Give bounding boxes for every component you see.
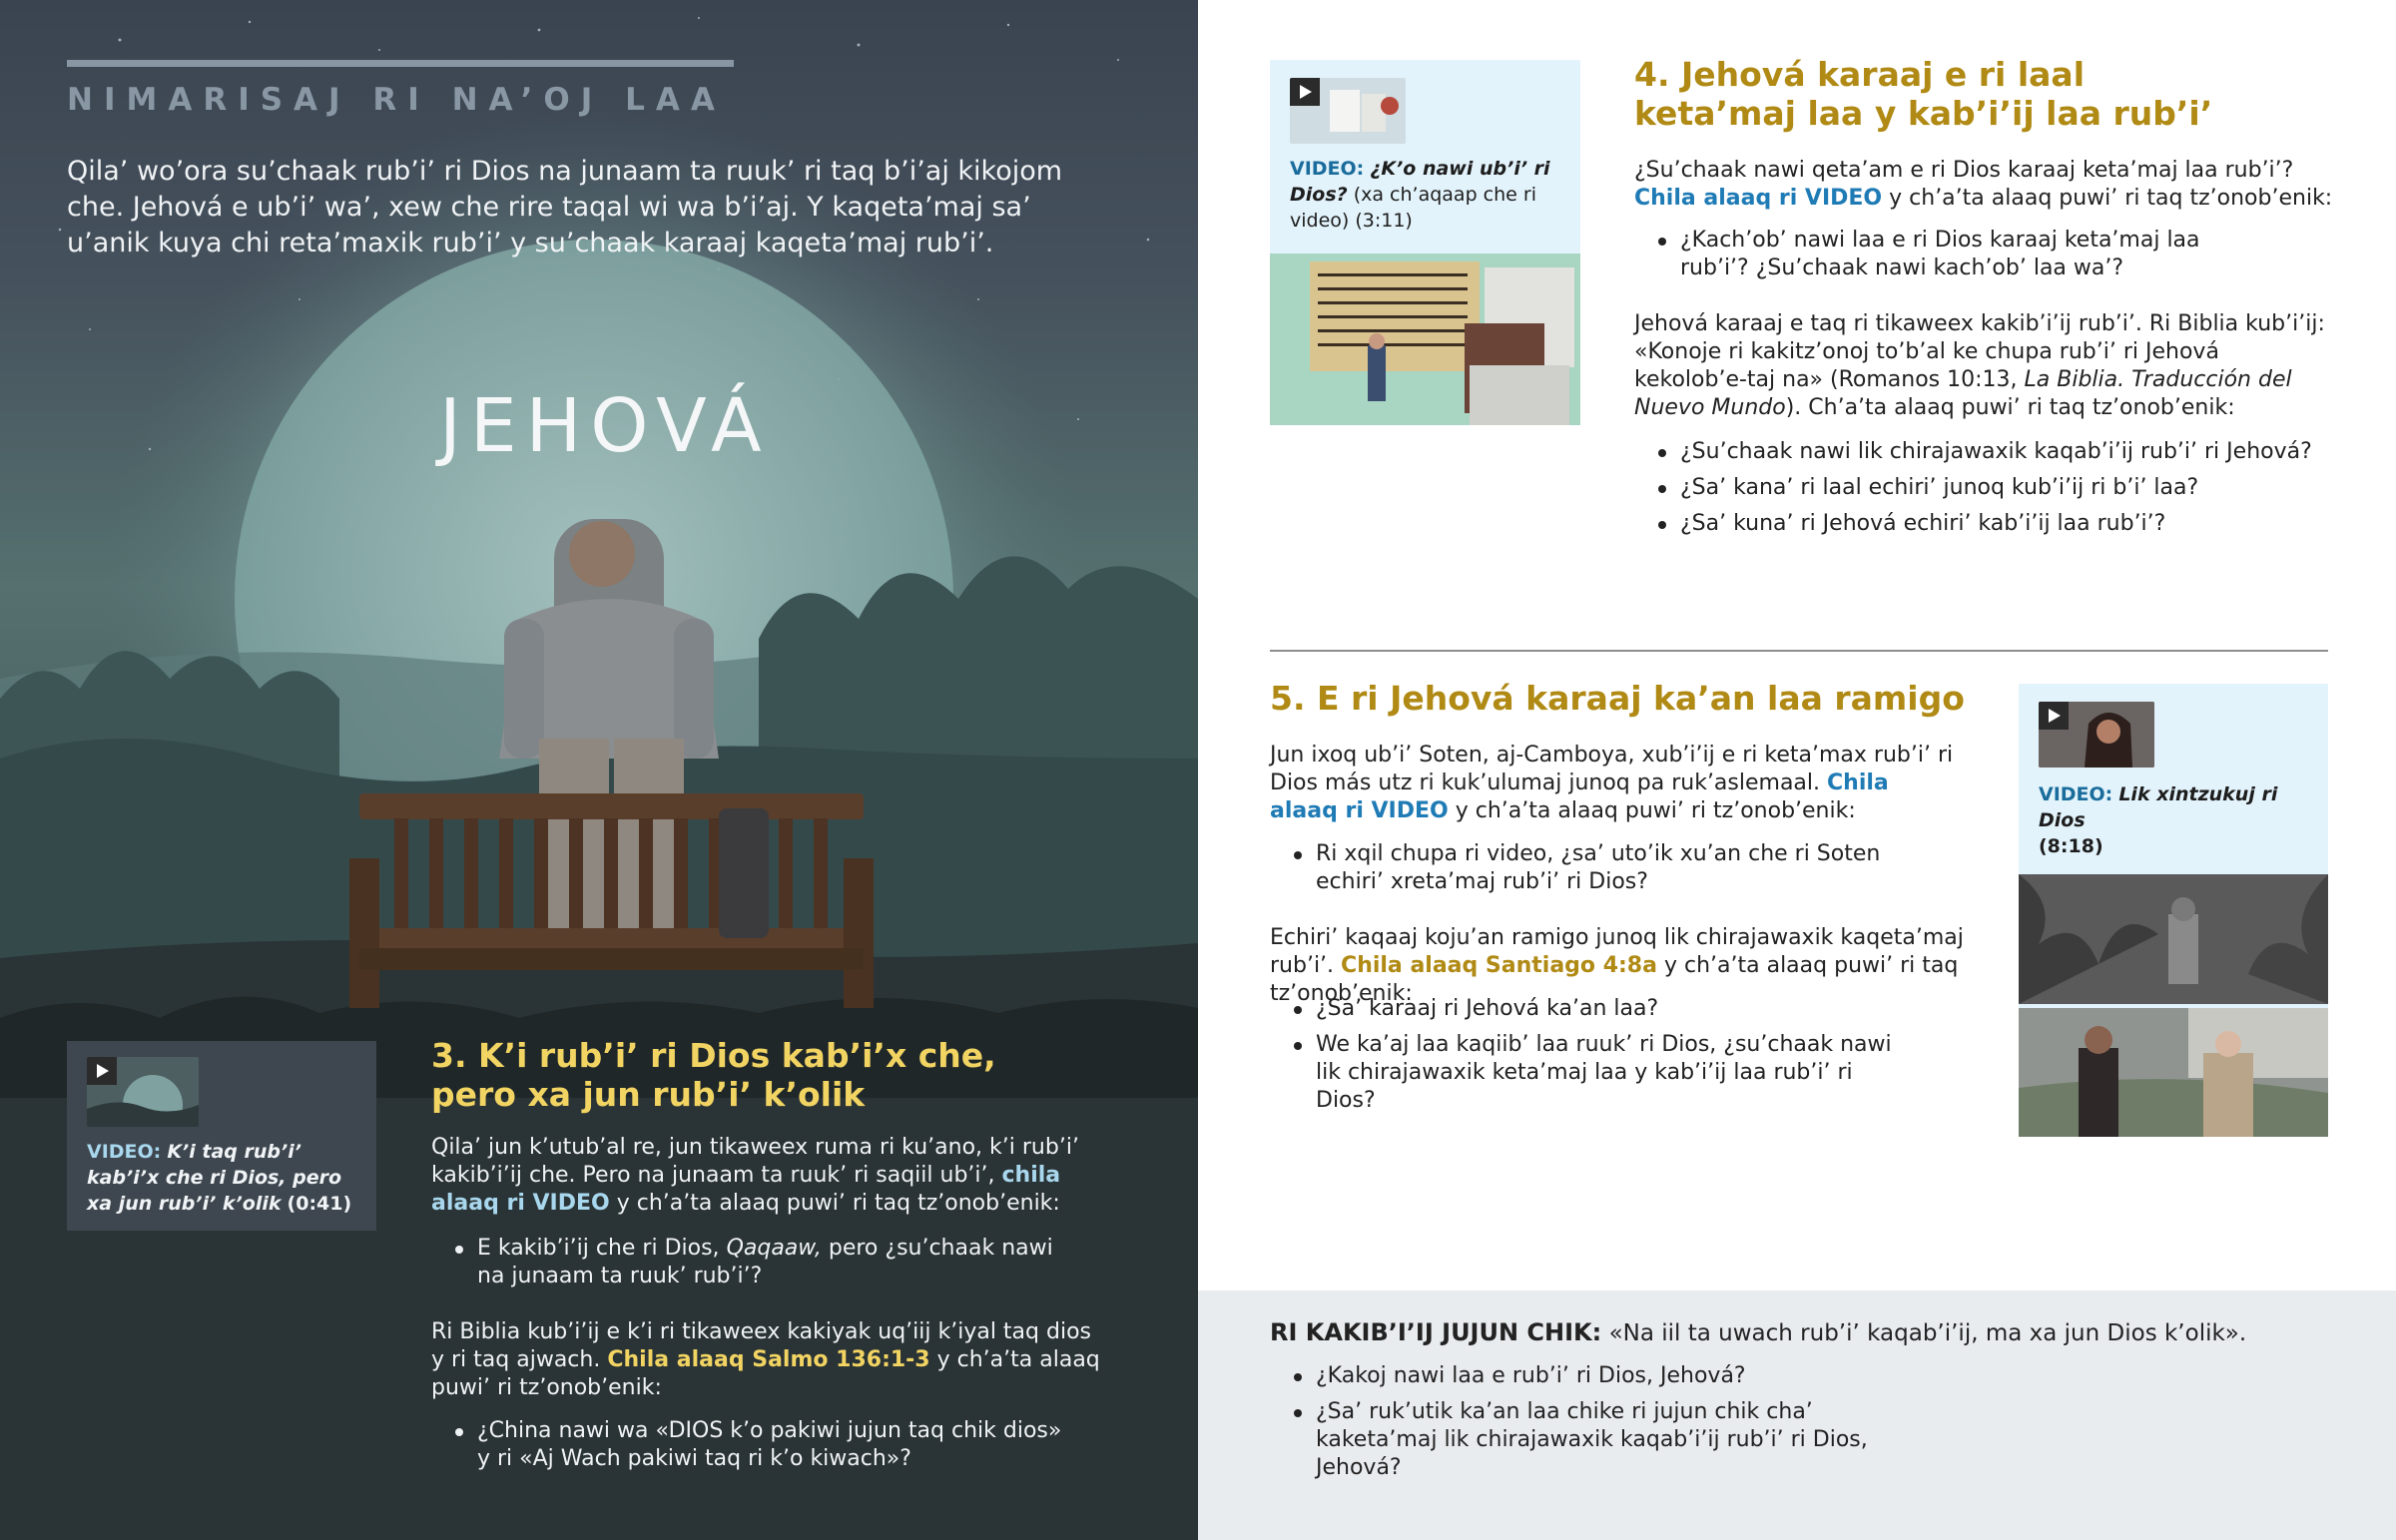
section-4-bullet-4: ¿Sa’ kuna’ ri Jehová echiri’ kab’i’ij laa rub’i’? <box>1634 510 2333 538</box>
video-label: VIDEO: <box>87 1141 162 1163</box>
video-link[interactable]: chila alaaq ri VIDEO <box>431 1163 1061 1216</box>
video-still-exhibit <box>1270 254 1580 425</box>
summary-bullet-2: ¿Sa’ ruk’utik ka’an laa chike ri jujun chik cha’ kaketa’maj lik chirajawaxik kaqab’i’ij rub’i’ ri Dios, Jehová? <box>1270 1398 1909 1482</box>
video-label: VIDEO: <box>1290 158 1365 180</box>
section-4-bullet-1: ¿Kach’ob’ nawi laa e ri Dios karaaj keta’maj laa rub’i’? ¿Su’chaak nawi kach’ob’ laa wa’? <box>1634 227 2233 282</box>
play-icon[interactable] <box>2039 702 2069 730</box>
section-4-heading: 4. Jehová karaaj e ri laal keta’maj laa y kab’i’ij laa rub’i’ <box>1634 55 2213 133</box>
summary-quote-line <box>1270 1318 2368 1347</box>
section-5-heading: 5. E ri Jehová karaaj ka’an laa ramigo <box>1270 679 1965 718</box>
right-page <box>1198 0 2396 1540</box>
intro-paragraph: Qila’ wo’ora su’chaak rub’i’ ri Dios na junaam ta ruuk’ ri taq b’i’aj kikojom che. Jehová e ub’i’ wa’, xew che rire taqal wi wa b’i’aj. Y kaqeta’maj sa’ u’anik kuya chi reta’maxik rub’i’ y su’chaak karaaj kaqeta’maj rub’i’. <box>67 156 1063 258</box>
video-duration: (8:18) <box>2039 835 2103 857</box>
summary-quote: «Na iil ta uwach rub’i’ kaqab’i’ij, ma xa jun Dios k’olik». <box>1608 1320 2247 1346</box>
play-icon[interactable] <box>1290 78 1320 106</box>
summary-bullet-1: ¿Kakoj nawi laa e rub’i’ ri Dios, Jehová? <box>1270 1362 1909 1390</box>
play-icon[interactable] <box>87 1057 117 1085</box>
section-3-bullet-1: E kakib’i’ij che ri Dios, Qaqaaw, pero ¿su’chaak nawi na junaam ta ruuk’ rub’i’? <box>431 1235 1070 1290</box>
section-4-paragraph-2: Jehová karaaj e taq ri tikaweex kakib’i’ij rub’i’. Ri Biblia kub’i’ij: «Konoje ri kakitz’onoj to’b’al ke chupa rub’i’ ri Jehová kekolob’e-taj na» (Romanos 10:13, La Biblia. Traducción del Nuevo Mundo). Ch’a’ta alaaq puwi’ ri taq tz’onob’enik: <box>1634 311 2325 420</box>
section-kicker: NIMARISAJ RI NA’OJ LAA <box>67 82 726 118</box>
video-label: VIDEO: <box>2039 783 2113 805</box>
video-title: Lik xintzukuj ri Dios <box>2039 783 2278 831</box>
section-5-paragraph-2: Echiri’ kaqaaj koju’an ramigo junoq lik chirajawaxik kaqeta’maj rub’i’. Chila alaaq Santiago 4:8a y ch’a’ta alaaq puwi’ ri taq tz’onob’enik: <box>1270 925 1964 1006</box>
video-link[interactable]: Chila alaaq ri VIDEO <box>1270 770 1889 823</box>
video-card-names[interactable] <box>67 1041 376 1231</box>
video-still-park <box>2019 1008 2328 1137</box>
top-rule <box>67 60 734 67</box>
video-title-rest: (xa ch’aqaap che ri video) (3:11) <box>1290 184 1536 232</box>
section-3-paragraph-2: Ri Biblia kub’i’ij e k’i ri tikaweex kakiyak uq’iij k’iyal taq dios y ri taq ajwach. Chila alaaq Salmo 136:1-3 y ch’a’ta alaaq puwi’ ri tz’onob’enik: <box>431 1319 1100 1400</box>
video-title: K’i taq rub’i’ kab’i’x che ri Dios, pero xa jun rub’i’ k’olik <box>87 1141 342 1215</box>
section-5-paragraph-1: Jun ixoq ub’i’ Soten, aj-Camboya, xub’i’ij e ri keta’max rub’i’ ri Dios más utz ri kuk’ulumaj junoq pa ruk’aslemaal. Chila alaaq ri VIDEO y ch’a’ta alaaq puwi’ ri tz’onob’enik: <box>1270 743 1954 823</box>
section-3-paragraph-1: Qila’ jun k’utub’al re, jun tikaweex ruma ri ku’ano, k’i rub’i’ kakib’i’ij che. Pero na junaam ta ruuk’ ri saqiil ub’i’, chila alaaq ri VIDEO y ch’a’ta alaaq puwi’ ri taq tz’onob’enik: <box>431 1135 1079 1216</box>
section-4-bullet-3: ¿Sa’ kana’ ri laal echiri’ junoq kub’i’ij ri b’i’ laa? <box>1634 474 2333 502</box>
section-4-paragraph-1: ¿Su’chaak nawi qeta’am e ri Dios karaaj keta’maj laa rub’i’? Chila alaaq ri VIDEO y ch’a’ta alaaq puwi’ ri taq tz’onob’enik: <box>1634 158 2333 211</box>
summary-box <box>1198 1290 2396 1540</box>
scripture-link-salmo[interactable]: Chila alaaq Salmo 136:1-3 <box>607 1347 930 1372</box>
section-5-bullet-3: We ka’aj laa kaqiib’ laa ruuk’ ri Dios, ¿su’chaak nawi lik chirajawaxik keta’maj laa y kab’i’ij laa rub’i’ ri Dios? <box>1270 1031 1909 1115</box>
section-3-heading: 3. K’i rub’i’ ri Dios kab’i’x che, pero xa jun rub’i’ k’olik <box>431 1036 996 1114</box>
section-divider <box>1270 650 2328 652</box>
video-card-sought-god[interactable] <box>2019 684 2328 1137</box>
section-3-bullet-2: ¿China nawi wa «DIOS k’o pakiwi jujun taq chik dios» y ri «Aj Wach pakiwi taq ri k’o kiwach»? <box>431 1417 1070 1473</box>
video-thumbnail[interactable] <box>87 1057 199 1127</box>
section-5-bullet-2: ¿Sa’ karaaj ri Jehová ka’an laa? <box>1270 995 1909 1023</box>
section-4-bullet-2: ¿Su’chaak nawi lik chirajawaxik kaqab’i’ij rub’i’ ri Jehová? <box>1634 438 2333 466</box>
video-still-forest <box>2019 874 2328 1004</box>
scripture-link-santiago[interactable]: Chila alaaq Santiago 4:8a <box>1341 953 1657 978</box>
summary-label: RI KAKIB’I’IJ JUJUN CHIK: <box>1270 1318 1602 1346</box>
video-duration: (0:41) <box>287 1193 352 1215</box>
video-title: ¿K’o nawi ub’i’ ri Dios? <box>1290 158 1550 206</box>
video-thumbnail[interactable] <box>2039 702 2154 768</box>
illustration-word: JEHOVÁ <box>439 383 771 469</box>
video-thumbnail[interactable] <box>1290 78 1406 144</box>
section-5-bullet-1: Ri xqil chupa ri video, ¿sa’ uto’ik xu’an che ri Soten echiri’ xreta’maj rub’i’ ri Dios? <box>1270 840 1909 896</box>
video-card-has-name[interactable] <box>1270 60 1580 425</box>
video-link[interactable]: Chila alaaq ri VIDEO <box>1634 186 1883 211</box>
